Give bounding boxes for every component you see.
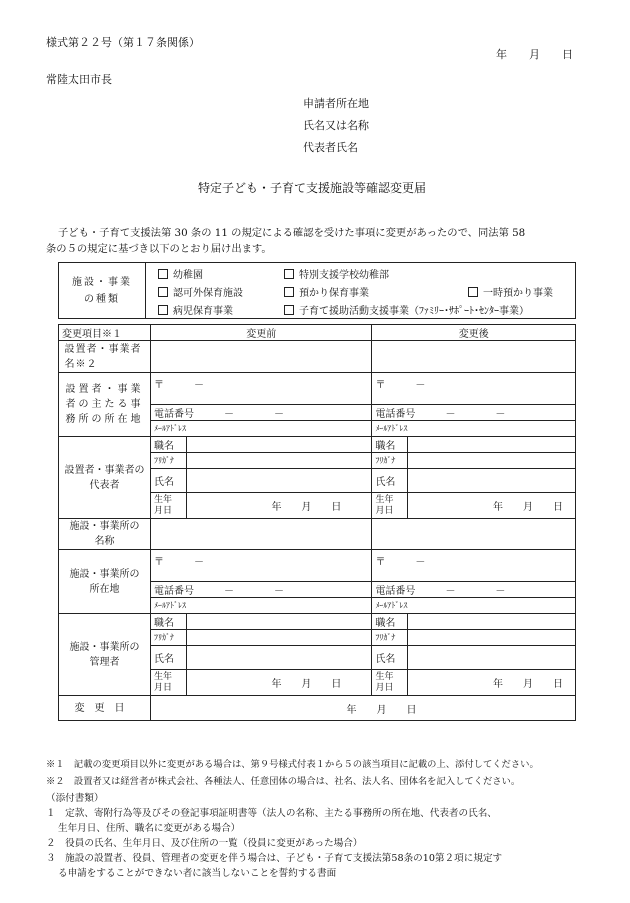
row-facility-name — [59, 519, 576, 550]
before-kana[interactable] — [186, 453, 372, 469]
row-label-text: 設置者・事業者の主たる事務所の所在地 — [65, 384, 144, 425]
header-before: 変更前 — [150, 325, 371, 341]
row-label-text: 設置者・事業者名※２ — [64, 343, 142, 370]
birth-label — [150, 493, 186, 519]
checkbox-icon — [468, 287, 478, 297]
tel-value: － － — [223, 586, 284, 597]
form-number: 様式第２２号（第１７条関係） — [46, 36, 200, 49]
after-postal[interactable]: 〒 － — [372, 373, 576, 405]
row-setter-name — [59, 341, 576, 373]
after-manager-post[interactable] — [408, 614, 576, 630]
checkbox-icon — [284, 305, 294, 315]
attach-3-line-1: ３ 施設の設置者、役員、管理者の変更を伴う場合は、子ども・子育て支援法第58条の10第２項に規定す — [46, 853, 503, 864]
facility-type-options — [146, 263, 576, 319]
name-label: 氏名 — [150, 469, 186, 493]
tel-label: 電話番号 — [153, 586, 194, 597]
row-rep-post — [59, 437, 576, 453]
date-line: 年 月 日 — [496, 48, 573, 61]
tel-label: 電話番号 — [375, 586, 416, 597]
name-label: 氏名 — [372, 469, 408, 493]
option-ninkagai[interactable] — [158, 284, 243, 299]
option-family-support[interactable] — [284, 302, 529, 317]
after-tel[interactable] — [372, 405, 576, 421]
kana-label: ﾌﾘｶﾞﾅ — [150, 630, 186, 646]
checkbox-icon — [284, 269, 294, 279]
before-tel[interactable] — [150, 405, 371, 421]
after-facility-tel[interactable] — [372, 582, 576, 598]
option-ichiji[interactable] — [468, 284, 553, 299]
before-facility-tel[interactable] — [150, 582, 371, 598]
attach-1-line-2: 生年月日、住所、職名に変更がある場合） — [58, 823, 241, 834]
before-manager-name[interactable] — [186, 646, 372, 670]
intro-line-1: 子ども・子育て支援法第 30 条の 11 の規定による確認を受けた事項に変更があったので、同法第 58 — [58, 227, 526, 239]
before-manager-birth[interactable]: 年 月 日 — [186, 670, 372, 696]
row-label-text: 施設・事業所の名称 — [69, 521, 140, 547]
option-azukari[interactable] — [284, 284, 369, 299]
change-date-value[interactable]: 年 月 日 — [150, 696, 575, 721]
post-label: 職名 — [150, 614, 186, 630]
option-byoji[interactable] — [158, 302, 233, 317]
name-label: 氏名 — [150, 646, 186, 670]
option-label: 幼稚園 — [173, 270, 203, 281]
checkbox-icon — [158, 287, 168, 297]
intro-line-2: 条の５の規定に基づき以下のとおり届け出ます。 — [46, 243, 272, 255]
before-manager-kana[interactable] — [186, 630, 372, 646]
row-label — [59, 550, 151, 614]
option-label: 預かり保育事業 — [299, 288, 369, 299]
after-mail[interactable]: ﾒｰﾙｱﾄﾞﾚｽ — [372, 421, 576, 437]
before-name[interactable] — [186, 469, 372, 493]
after-facility-postal[interactable]: 〒 － — [372, 550, 576, 582]
kana-label: ﾌﾘｶﾞﾅ — [372, 453, 408, 469]
option-label: 子育て援助活動支援事業（ﾌｧﾐﾘｰ･ｻﾎﾟｰﾄ･ｾﾝﾀｰ事業） — [299, 306, 529, 317]
birth-label-text: 生年月日 — [153, 494, 172, 516]
row-label-text: 設置者・事業者の代表者 — [64, 464, 145, 491]
table-header-row — [59, 325, 576, 341]
row-manager-post — [59, 614, 576, 630]
post-label: 職名 — [150, 437, 186, 453]
option-tokubetsu[interactable] — [284, 266, 389, 281]
applicant-name-label: 氏名又は名称 — [303, 119, 369, 132]
applicant-address-label: 申請者所在地 — [303, 97, 369, 110]
change-table — [58, 324, 576, 721]
birth-label-text: 生年月日 — [375, 494, 394, 516]
option-label: 認可外保育施設 — [173, 288, 243, 299]
after-facility-name[interactable] — [372, 519, 576, 550]
facility-type-label — [59, 263, 146, 319]
after-setter-name[interactable] — [372, 341, 576, 373]
tel-value: － － — [445, 409, 506, 420]
birth-label — [150, 670, 186, 696]
before-post[interactable] — [186, 437, 372, 453]
after-manager-name[interactable] — [408, 646, 576, 670]
option-yochien[interactable] — [158, 266, 203, 281]
after-post[interactable] — [408, 437, 576, 453]
before-facility-postal[interactable]: 〒 － — [150, 550, 371, 582]
before-facility-name[interactable] — [150, 519, 371, 550]
post-label: 職名 — [372, 437, 408, 453]
after-manager-birth[interactable]: 年 月 日 — [408, 670, 576, 696]
before-birth[interactable]: 年 月 日 — [186, 493, 372, 519]
before-mail[interactable]: ﾒｰﾙｱﾄﾞﾚｽ — [150, 421, 371, 437]
after-birth[interactable]: 年 月 日 — [408, 493, 576, 519]
row-label — [59, 437, 151, 519]
after-name[interactable] — [408, 469, 576, 493]
birth-label — [372, 670, 408, 696]
facility-type-label-text: 施設・事業の種類 — [72, 276, 132, 305]
row-label — [59, 373, 151, 437]
checkbox-icon — [158, 269, 168, 279]
option-label: 病児保育事業 — [173, 306, 233, 317]
attach-1-line-1: １ 定款、寄附行為等及びその登記事項証明書等（法人の名称、主たる事務所の所在地、代表者の氏名、 — [46, 808, 497, 819]
header-item: 変更項目※１ — [59, 325, 151, 341]
tel-value: － － — [445, 586, 506, 597]
birth-label-text: 生年月日 — [153, 671, 172, 693]
after-kana[interactable] — [408, 453, 576, 469]
before-facility-mail[interactable]: ﾒｰﾙｱﾄﾞﾚｽ — [150, 598, 371, 614]
facility-type-table — [58, 262, 576, 319]
attach-3-line-2: る申請をすることができない者に該当しないことを誓約する書面 — [58, 868, 337, 879]
tel-value: － － — [223, 409, 284, 420]
row-label: 変更日 — [59, 696, 151, 721]
row-label — [59, 614, 151, 696]
attach-header: （添付書類） — [46, 793, 104, 804]
option-label: 特別支援学校幼稚部 — [299, 270, 389, 281]
row-change-date — [59, 696, 576, 721]
page-title: 特定子ども・子育て支援施設等確認変更届 — [198, 181, 427, 195]
header-after: 変更後 — [372, 325, 576, 341]
name-label: 氏名 — [372, 646, 408, 670]
before-manager-post[interactable] — [186, 614, 372, 630]
checkbox-icon — [158, 305, 168, 315]
tel-label: 電話番号 — [375, 409, 416, 420]
after-manager-kana[interactable] — [408, 630, 576, 646]
row-facility-addr — [59, 550, 576, 582]
applicant-rep-label: 代表者氏名 — [303, 141, 358, 154]
birth-label-text: 生年月日 — [375, 671, 394, 693]
tel-label: 電話番号 — [153, 409, 194, 420]
option-label: 一時預かり事業 — [483, 288, 553, 299]
post-label: 職名 — [372, 614, 408, 630]
row-label-text: 施設・事業所の管理者 — [69, 641, 140, 668]
attach-2: ２ 役員の氏名、生年月日、及び住所の一覧（役員に変更があった場合） — [46, 838, 363, 849]
note-2: ※２ 設置者又は経営者が株式会社、各種法人、任意団体の場合は、社名、法人名、団体名を記入してください。 — [46, 776, 521, 787]
row-label — [59, 519, 151, 550]
after-facility-mail[interactable]: ﾒｰﾙｱﾄﾞﾚｽ — [372, 598, 576, 614]
kana-label: ﾌﾘｶﾞﾅ — [372, 630, 408, 646]
before-setter-name[interactable] — [150, 341, 371, 373]
row-label — [59, 341, 151, 373]
before-postal[interactable]: 〒 － — [150, 373, 371, 405]
birth-label — [372, 493, 408, 519]
addressee: 常陸太田市長 — [46, 73, 112, 86]
row-office — [59, 373, 576, 405]
kana-label: ﾌﾘｶﾞﾅ — [150, 453, 186, 469]
note-1: ※１ 記載の変更項目以外に変更がある場合は、第９号様式付表１から５の該当項目に記載の上、添付してください。 — [46, 759, 539, 770]
row-label-text: 施設・事業所の所在地 — [69, 568, 140, 595]
checkbox-icon — [284, 287, 294, 297]
